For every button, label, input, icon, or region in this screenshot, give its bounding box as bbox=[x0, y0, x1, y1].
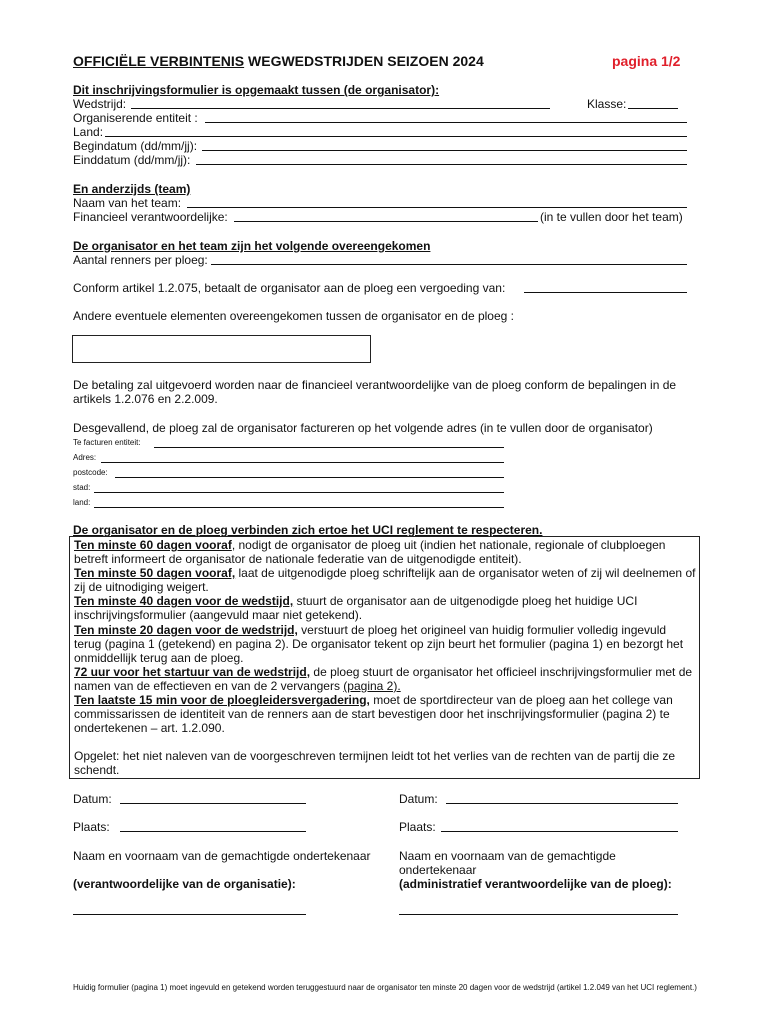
financieel-field[interactable] bbox=[234, 221, 538, 222]
plaats-right-field[interactable] bbox=[441, 831, 678, 832]
org-heading: Dit inschrijvingsformulier is opgemaakt tussen (de organisator): bbox=[73, 83, 440, 97]
land-label: Land: bbox=[73, 125, 104, 139]
entiteit-field[interactable] bbox=[205, 122, 687, 123]
uci-term-lead: Ten minste 60 dagen vooraf bbox=[74, 538, 232, 552]
entiteit-label: Organiserende entiteit : bbox=[73, 111, 198, 125]
begindatum-label: Begindatum (dd/mm/jj): bbox=[73, 139, 198, 153]
factuur-intro: Desgevallend, de ploeg zal de organisator factureren op het volgende adres (in te vullen door de organisator) bbox=[73, 421, 653, 435]
uci-term-text: moet de sportdirecteur van de ploeg aan het college van commissarissen de identiteit van de renners aan de start bevestigen door het inschrijvingsformulier (pagina 2) te ondertekenen – art. 1.2.090. bbox=[74, 693, 673, 735]
plaats-left-field[interactable] bbox=[120, 831, 306, 832]
datum-left-label: Datum: bbox=[73, 792, 112, 806]
renners-field[interactable] bbox=[211, 264, 687, 265]
einddatum-field[interactable] bbox=[196, 164, 687, 165]
uci-term-lead: Ten minste 20 dagen voor de wedstrijd, bbox=[74, 623, 298, 637]
uci-term-lead: 72 uur voor het startuur van de wedstrijd, bbox=[74, 665, 311, 679]
uci-term-text: verstuurt de ploeg het origineel van huidig formulier volledig ingevuld terug (pagina 1 (getekend) en pagina 2). De organisator tekent op zijn beurt het formulier (pagina 1) en bezorgt het onmiddellijk terug aan de ploeg. bbox=[74, 623, 684, 665]
land-field[interactable] bbox=[105, 136, 687, 137]
uci-term-text: , nodigt de organisator de ploeg uit (indien het nationale, regionale of clubploegen betreft informeert de organisator de nationale federatie van de uitgenodigde entiteit). bbox=[74, 538, 666, 566]
uci-term-text: laat de uitgenodigde ploeg schriftelijk aan de organisator weten of zij wil deelnemen of zij de uitnodiging weigert. bbox=[74, 566, 696, 594]
footer-note: Huidig formulier (pagina 1) moet ingevuld en getekend worden teruggestuurd naar de organisator ten minste 20 dagen voor de wedstrijd (artikel 1.2.049 van het UCI reglement.) bbox=[73, 983, 697, 992]
uci-term-text: stuurt de organisator aan de uitgenodigde ploeg het huidige UCI inschrijvingsformulier (aangevuld maar niet getekend). bbox=[74, 594, 638, 622]
signer-right-role: (administratief verantwoordelijke van de ploeg): bbox=[399, 877, 672, 891]
team-fill-note: (in te vullen door het team) bbox=[540, 210, 683, 224]
datum-left-field[interactable] bbox=[120, 803, 306, 804]
signer-right-name-label: Naam en voornaam van de gemachtigde ondertekenaar bbox=[399, 849, 616, 877]
factuur-stad-label: stad: bbox=[73, 483, 91, 492]
klasse-label: Klasse: bbox=[587, 97, 627, 111]
uci-term-lead: Ten minste 50 dagen vooraf, bbox=[74, 566, 236, 580]
wedstrijd-label: Wedstrijd: bbox=[73, 97, 127, 111]
uci-warning: Opgelet: het niet naleven van de voorgeschreven termijnen leidt tot het verlies van de rechten van de partij die ze schendt. bbox=[74, 749, 676, 777]
uci-term-lead: Ten minste 40 dagen voor de wedstijd, bbox=[74, 594, 294, 608]
factuur-adres-field[interactable] bbox=[101, 462, 504, 463]
signer-left-role: (verantwoordelijke van de organisatie): bbox=[73, 877, 296, 891]
uci-term-text: de ploeg stuurt de organisator het officieel inschrijvingsformulier met de namen van de effectieven en van de 2 vervangers bbox=[74, 665, 693, 693]
factuur-land-label: land: bbox=[73, 498, 91, 507]
factuur-entiteit-field[interactable] bbox=[154, 447, 504, 448]
datum-right-field[interactable] bbox=[446, 803, 678, 804]
page-number: pagina 1/2 bbox=[612, 53, 681, 69]
document-title bbox=[73, 53, 484, 69]
begindatum-field[interactable] bbox=[202, 150, 687, 151]
signature-left-field[interactable] bbox=[73, 914, 306, 915]
uci-heading: De organisator en de ploeg verbinden zich ertoe het UCI reglement te respecteren. bbox=[73, 523, 543, 537]
klasse-field[interactable] bbox=[628, 108, 678, 109]
signer-left-name-label: Naam en voornaam van de gemachtigde ondertekenaar bbox=[73, 849, 371, 863]
factuur-entiteit-label: Te facturen entiteit: bbox=[73, 438, 141, 447]
datum-right-label: Datum: bbox=[399, 792, 438, 806]
financieel-label: Financieel verantwoordelijke: bbox=[73, 210, 228, 224]
factuur-stad-field[interactable] bbox=[94, 492, 504, 493]
renners-label: Aantal renners per ploeg: bbox=[73, 253, 208, 267]
vergoeding-field[interactable] bbox=[524, 292, 687, 293]
plaats-left-label: Plaats: bbox=[73, 820, 110, 834]
factuur-land-field[interactable] bbox=[94, 507, 504, 508]
title-rest: WEGWEDSTRIJDEN SEIZOEN 2024 bbox=[244, 53, 484, 69]
signature-right-field[interactable] bbox=[399, 914, 678, 915]
einddatum-label: Einddatum (dd/mm/jj): bbox=[73, 153, 191, 167]
team-heading: En anderzijds (team) bbox=[73, 182, 191, 196]
plaats-right-label: Plaats: bbox=[399, 820, 436, 834]
uci-term-72h bbox=[74, 665, 696, 693]
teamnaam-field[interactable] bbox=[187, 207, 687, 208]
title-underlined: OFFICIËLE VERBINTENIS bbox=[73, 53, 245, 69]
uci-term-tail: (pagina 2). bbox=[343, 679, 401, 693]
uci-term-15min bbox=[74, 693, 696, 735]
andere-elementen-box[interactable] bbox=[72, 335, 371, 363]
uci-term-40 bbox=[74, 594, 696, 622]
uci-term-50 bbox=[74, 566, 696, 594]
uci-term-60 bbox=[74, 538, 696, 566]
betaling-text: De betaling zal uitgevoerd worden naar de financieel verantwoordelijke van de ploeg conform de bepalingen in de artikels 1.2.076 en 2.2.009. bbox=[73, 378, 677, 406]
factuur-adres-label: Adres: bbox=[73, 453, 97, 462]
factuur-postcode-field[interactable] bbox=[115, 477, 504, 478]
uci-term-20 bbox=[74, 623, 696, 665]
wedstrijd-field[interactable] bbox=[131, 108, 550, 109]
uci-term-lead: Ten laatste 15 min voor de ploegleidersvergadering, bbox=[74, 693, 370, 707]
factuur-postcode-label: postcode: bbox=[73, 468, 108, 477]
teamnaam-label: Naam van het team: bbox=[73, 196, 182, 210]
vergoeding-label: Conform artikel 1.2.075, betaalt de organisator aan de ploeg een vergoeding van: bbox=[73, 281, 506, 295]
andere-label: Andere eventuele elementen overeengekomen tussen de organisator en de ploeg : bbox=[73, 309, 514, 323]
agreement-heading: De organisator en het team zijn het volgende overeengekomen bbox=[73, 239, 431, 253]
